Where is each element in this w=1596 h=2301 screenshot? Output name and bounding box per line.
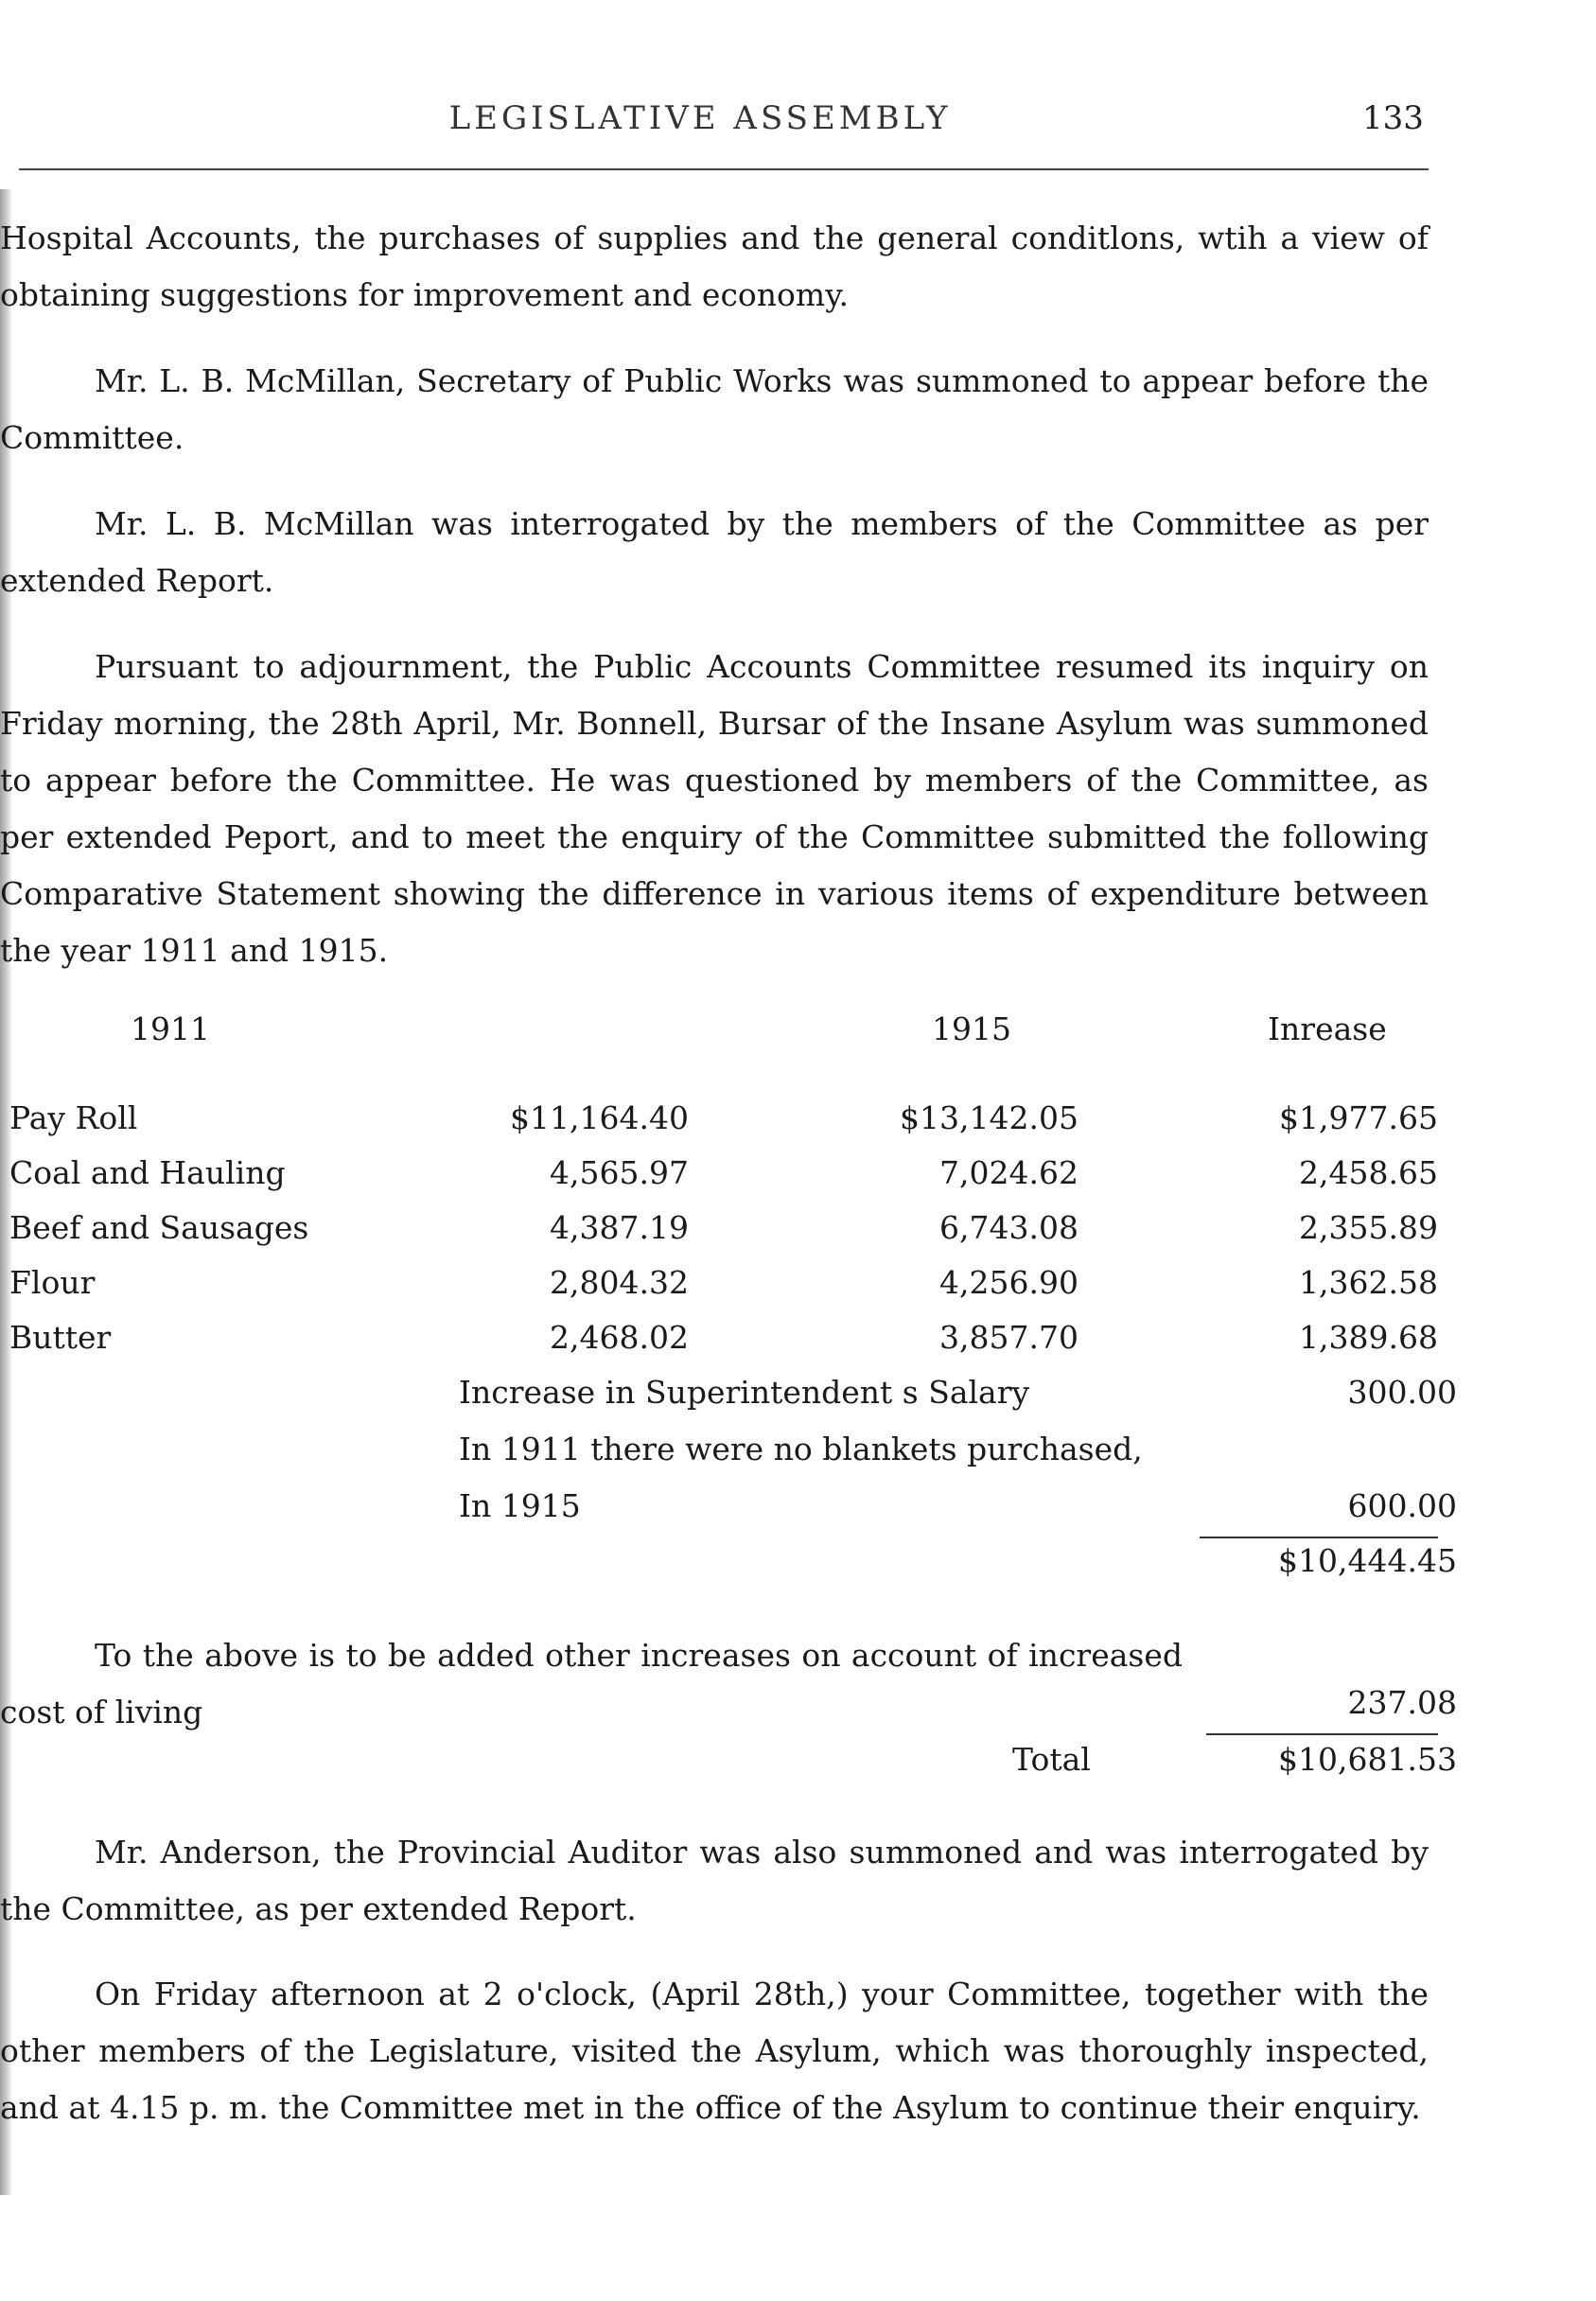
- row-item: Beef and Sausages: [9, 1209, 309, 1246]
- paragraph-asylum-visit: On Friday afternoon at 2 o'clock, (April 28th,) your Committee, together with the other members of the Legislature, visited the Asylum, which was thoroughly inspected, and at 4.15 p. m. the Committee met in the office of the Asylum to continue their enquiry.: [0, 1976, 1429, 2126]
- row-value-increase: 1,389.68: [1299, 1319, 1438, 1356]
- row-value-1915: 3,857.70: [939, 1319, 1079, 1356]
- paragraph-mcmillan-summoned: Mr. L. B. McMillan, Secretary of Public Works was summoned to appear before the Committee.: [0, 362, 1429, 456]
- table-row: [0, 1264, 1457, 1319]
- row-value-1915: $13,142.05: [900, 1099, 1079, 1136]
- column-header-increase: Inrease: [1268, 1010, 1387, 1047]
- row-value-1911: $11,164.40: [510, 1099, 689, 1136]
- salary-note: Increase in Superintendent s Salary: [459, 1374, 1030, 1411]
- blankets-note: In 1911 there were no blankets purchased,: [459, 1431, 1143, 1467]
- total-rule: [1206, 1733, 1438, 1735]
- cost-of-living-amount: 237.08: [1347, 1684, 1457, 1721]
- paragraph-provincial-auditor: Mr. Anderson, the Provincial Auditor was also summoned and was interrogated by the Committee, as per extended Report.: [0, 1834, 1429, 1927]
- column-header-1911: 1911: [131, 1010, 210, 1047]
- page-number: 133: [1362, 99, 1424, 137]
- blankets-1915-note: In 1915: [459, 1487, 581, 1524]
- row-item: Pay Roll: [9, 1099, 138, 1136]
- table-row: [0, 1319, 1457, 1374]
- blankets-amount: 600.00: [1347, 1487, 1457, 1524]
- row-value-1911: 2,804.32: [550, 1264, 689, 1301]
- row-value-1911: 2,468.02: [550, 1319, 689, 1356]
- row-item: Flour: [9, 1264, 96, 1301]
- table-row: [0, 1099, 1457, 1154]
- header-rule: [19, 168, 1429, 170]
- row-item: Coal and Hauling: [9, 1154, 286, 1191]
- running-head: LEGISLATIVE ASSEMBLY: [448, 99, 952, 137]
- paragraph-mcmillan-interrogated: Mr. L. B. McMillan was interrogated by the members of the Committee as per extended Report.: [0, 505, 1429, 599]
- row-value-1911: 4,565.97: [550, 1154, 689, 1191]
- row-value-increase: 1,362.58: [1299, 1264, 1438, 1301]
- column-header-1915: 1915: [932, 1010, 1011, 1047]
- paragraph-cost-of-living: To the above is to be added other increases on account of increased cost of living: [0, 1637, 1183, 1730]
- paragraph-hospital-accounts: Hospital Accounts, the purchases of supplies and the general conditlons, wtih a view of obtaining suggestions for improvement and economy.: [0, 220, 1429, 313]
- subtotal-amount: $10,444.45: [1278, 1542, 1457, 1579]
- row-value-1915: 7,024.62: [939, 1154, 1079, 1191]
- row-value-increase: 2,458.65: [1299, 1154, 1438, 1191]
- row-value-increase: $1,977.65: [1279, 1099, 1438, 1136]
- paragraph-adjournment: Pursuant to adjournment, the Public Accounts Committee resumed its inquiry on Friday morning, the 28th April, Mr. Bonnell, Bursar of the Insane Asylum was summoned to appear before the Committee. He was questioned by members of the Committee, as per extended Peport, and to meet the enquiry of the Committee submitted the following Comparative Statement showing the difference in various items of expenditure between the year 1911 and 1915.: [0, 648, 1429, 969]
- row-value-increase: 2,355.89: [1299, 1209, 1438, 1246]
- table-row: [0, 1209, 1457, 1264]
- subtotal-rule: [1200, 1537, 1438, 1538]
- total-amount: $10,681.53: [1278, 1741, 1457, 1778]
- salary-amount: 300.00: [1347, 1374, 1457, 1411]
- row-value-1911: 4,387.19: [550, 1209, 689, 1246]
- total-label: Total: [1012, 1741, 1091, 1778]
- row-value-1915: 6,743.08: [939, 1209, 1079, 1246]
- row-value-1915: 4,256.90: [939, 1264, 1079, 1301]
- table-row: [0, 1154, 1457, 1209]
- row-item: Butter: [9, 1319, 112, 1356]
